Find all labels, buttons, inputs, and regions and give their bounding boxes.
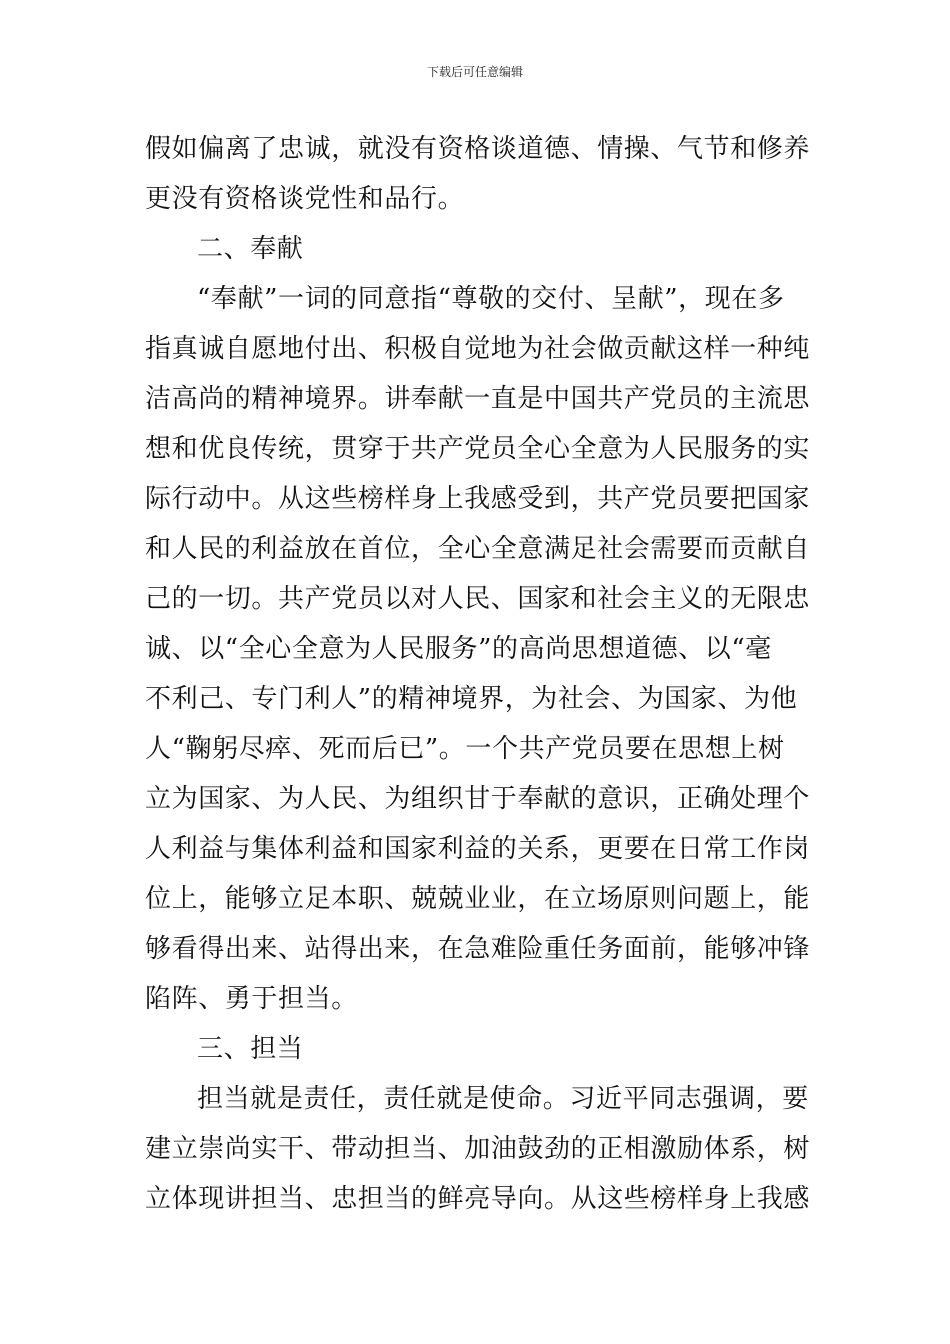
- text-line: 够看得出来、站得出来，在急难险重任务面前，能够冲锋: [145, 934, 811, 964]
- text-line: 际行动中。从这些榜样身上我感受到，共产党员要把国家: [145, 484, 811, 514]
- text-line: 诚、以“全心全意为人民服务”的高尚思想道德、以“毫: [145, 634, 772, 664]
- text-line: 立体现讲担当、忠担当的鲜亮导向。从这些榜样身上我感: [145, 1184, 811, 1214]
- text-line: 立为国家、为人民、为组织甘于奉献的意识，正确处理个: [145, 784, 811, 814]
- text-line: 建立崇尚实干、带动担当、加油鼓劲的正相激励体系，树: [145, 1134, 811, 1164]
- text-line: 指真诚自愿地付出、积极自觉地为社会做贡献这样一种纯: [145, 334, 811, 364]
- text-line: 担当就是责任，责任就是使命。习近平同志强调，要: [197, 1084, 809, 1114]
- text-line: 陷阵、勇于担当。: [145, 984, 358, 1014]
- text-line: 更没有资格谈党性和品行。: [145, 184, 465, 214]
- text-line: 不利己、专门利人”的精神境界，为社会、为国家、为他: [145, 684, 798, 714]
- text-line: 和人民的利益放在首位，全心全意满足社会需要而贡献自: [145, 534, 811, 564]
- page-header: 下载后可任意编辑: [426, 65, 523, 79]
- text-line: 己的一切。共产党员以对人民、国家和社会主义的无限忠: [145, 584, 811, 614]
- text-line: 洁高尚的精神境界。讲奉献一直是中国共产党员的主流思: [145, 384, 811, 414]
- text-line: 位上，能够立足本职、兢兢业业，在立场原则问题上，能: [145, 884, 811, 914]
- text-line: 人“鞠躬尽瘁、死而后已”。一个共产党员要在思想上树: [145, 734, 785, 764]
- section-heading: 二、奉献: [197, 234, 304, 264]
- text-line: 人利益与集体利益和国家利益的关系，更要在日常工作岗: [145, 834, 811, 864]
- text-line: 想和优良传统，贯穿于共产党员全心全意为人民服务的实: [145, 434, 811, 464]
- section-heading: 三、担当: [197, 1034, 304, 1064]
- text-line: 假如偏离了忠诚，就没有资格谈道德、情操、气节和修养: [145, 134, 811, 164]
- text-line: “奉献”一词的同意指“尊敬的交付、呈献”，现在多: [197, 284, 785, 314]
